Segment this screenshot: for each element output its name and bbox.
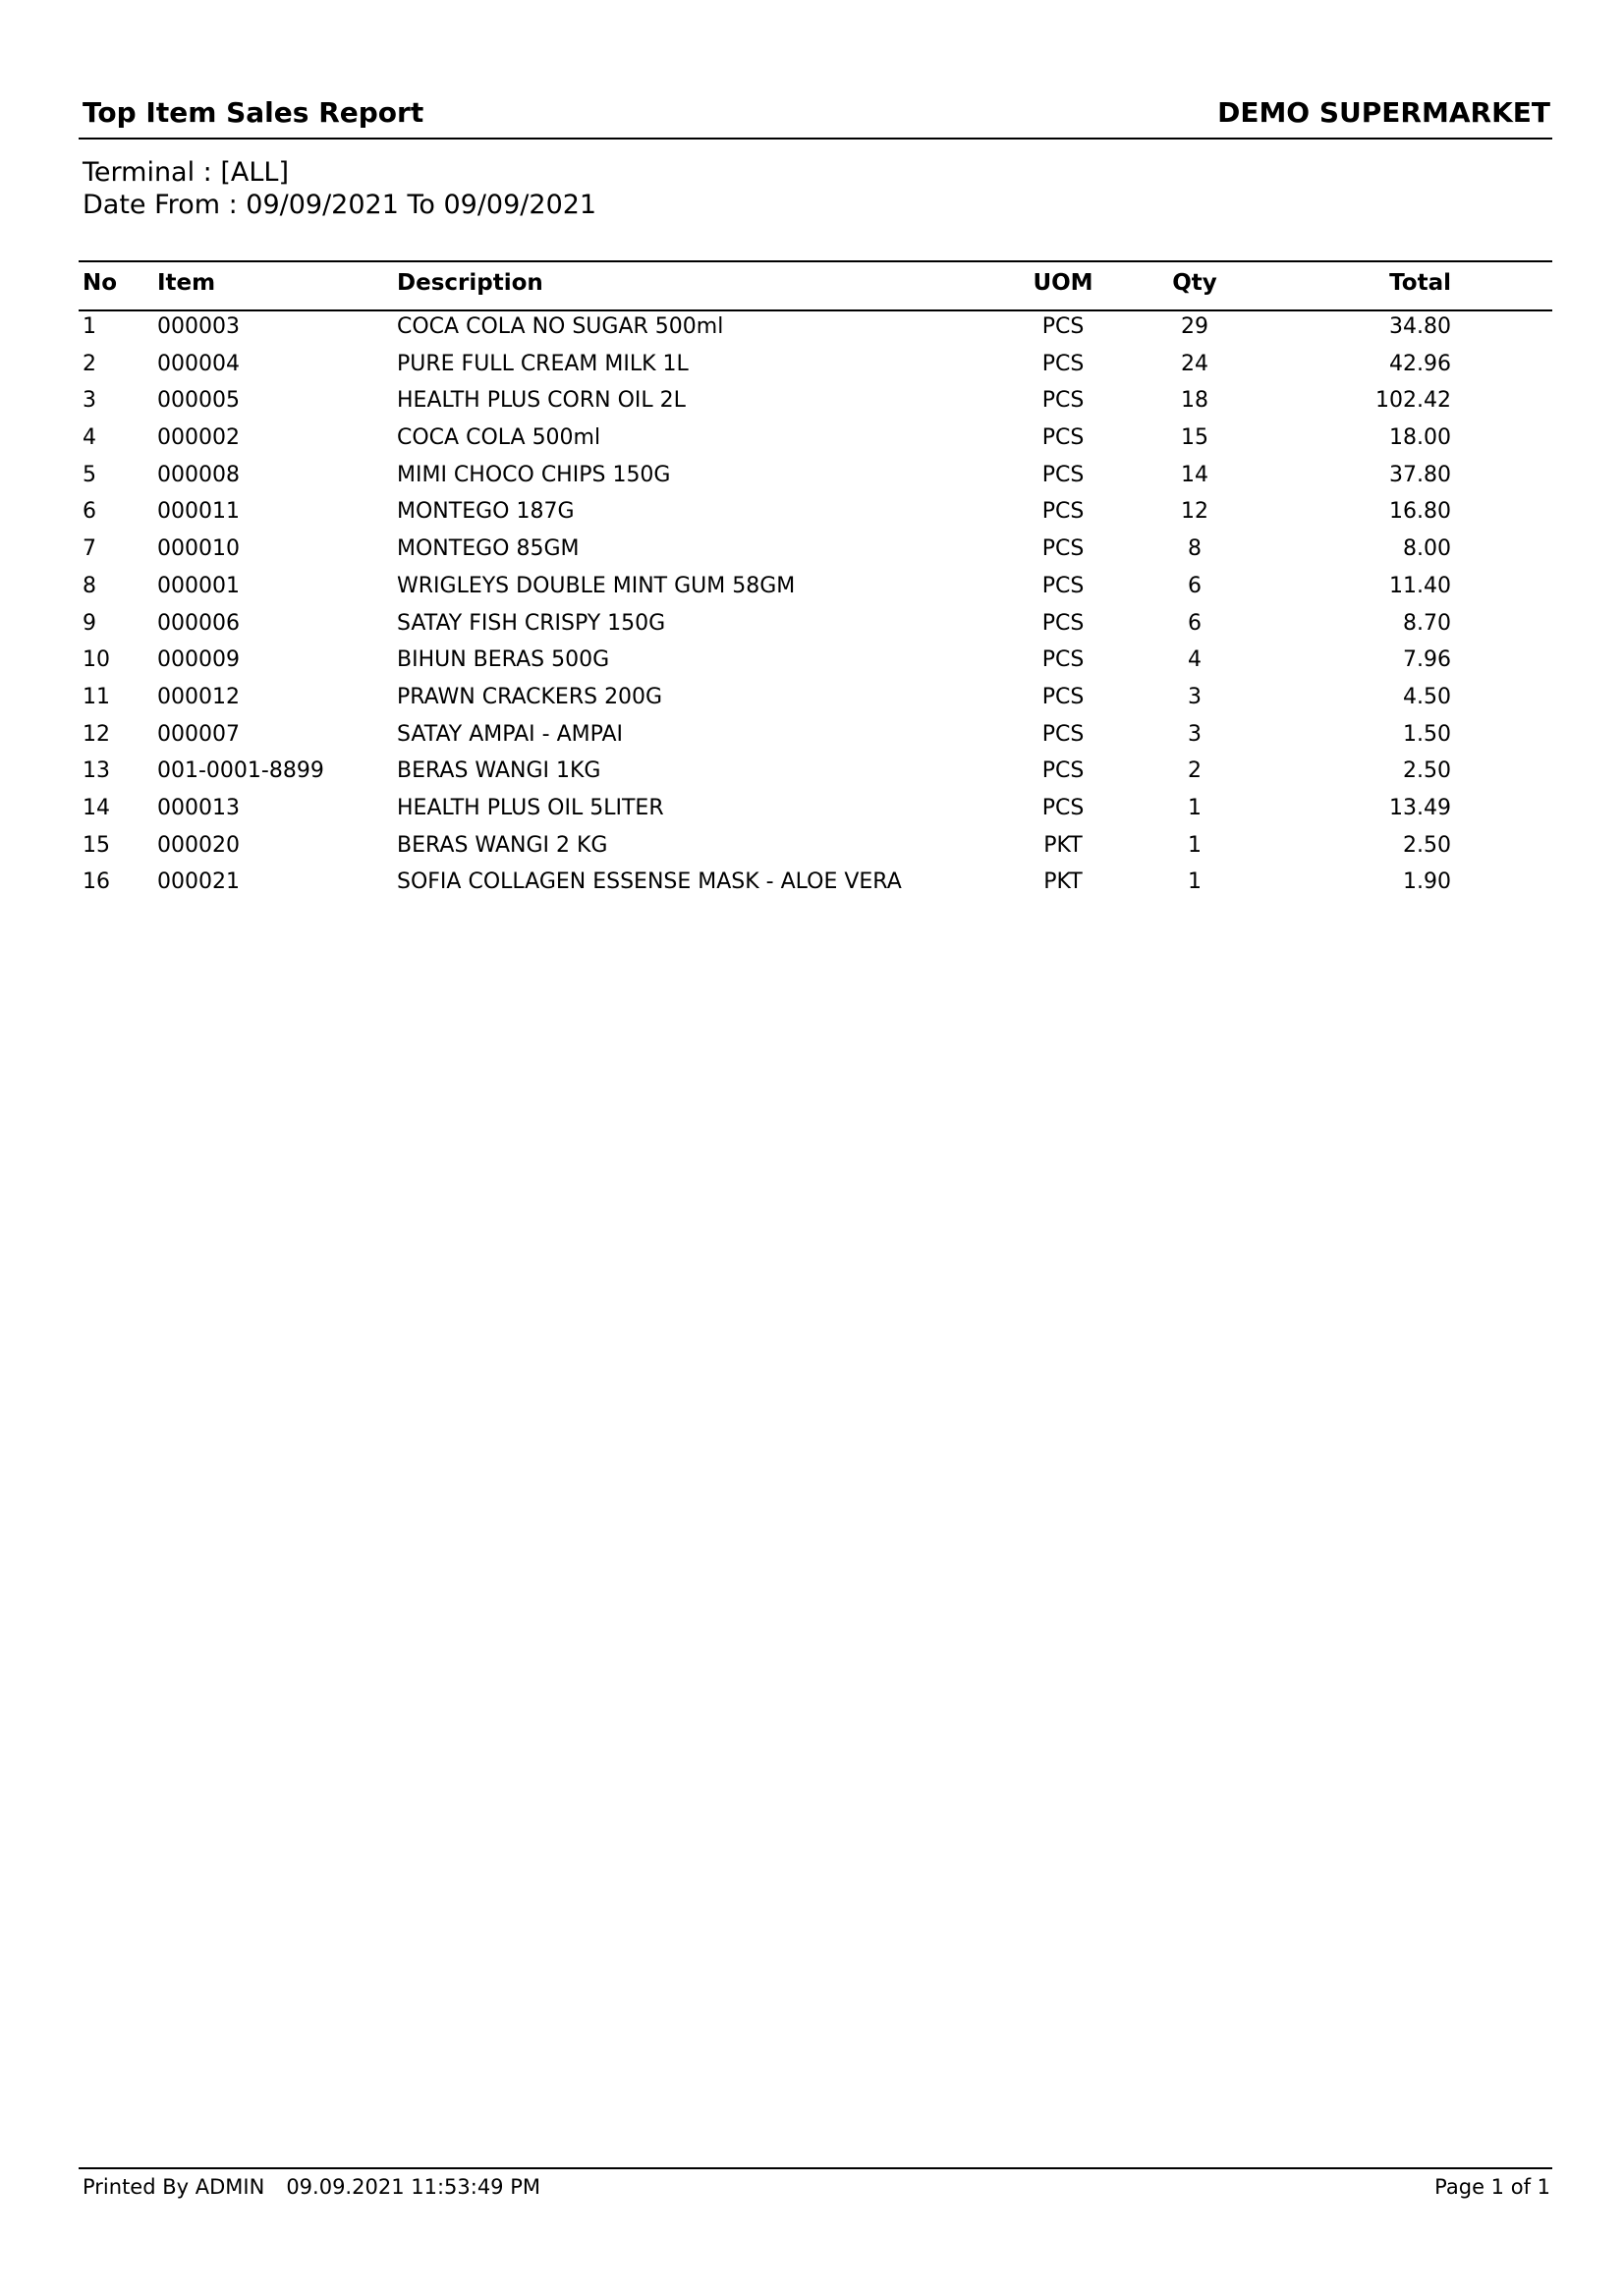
- printed-by: Printed By ADMIN: [83, 2175, 265, 2199]
- cell-no: 6: [83, 499, 96, 525]
- table-row: [0, 350, 1624, 387]
- sales-table-body: [0, 312, 1624, 905]
- column-header-qty-label: Qty: [1172, 270, 1217, 296]
- cell-uom-value: PCS: [1041, 795, 1085, 820]
- table-row: [0, 534, 1624, 572]
- printed-info: [83, 2175, 540, 2199]
- cell-qty-value: 12: [1181, 499, 1208, 525]
- cell-item-code: 000010: [157, 536, 240, 562]
- cell-description: HEALTH PLUS OIL 5LITER: [397, 795, 664, 820]
- cell-description: SOFIA COLLAGEN ESSENSE MASK - ALOE VERA: [397, 869, 902, 895]
- cell-no: 9: [83, 610, 96, 636]
- cell-item-code: 000005: [157, 388, 240, 414]
- cell-total: 4.50: [1403, 684, 1451, 709]
- cell-description: BIHUN BERAS 500G: [397, 647, 610, 673]
- cell-item-code: 000012: [157, 684, 240, 709]
- table-row: [0, 572, 1624, 609]
- cell-uom-value: PCS: [1041, 425, 1085, 451]
- column-header-uom-label: UOM: [1033, 270, 1093, 296]
- cell-description: PURE FULL CREAM MILK 1L: [397, 351, 689, 376]
- cell-item-code: 000007: [157, 721, 240, 747]
- cell-qty-value: 24: [1181, 351, 1208, 376]
- company-name: DEMO SUPERMARKET: [1217, 96, 1550, 129]
- cell-description: MIMI CHOCO CHIPS 150G: [397, 462, 671, 487]
- cell-qty-value: 1: [1188, 869, 1202, 895]
- cell-qty-value: 18: [1181, 388, 1208, 414]
- cell-total: 2.50: [1403, 832, 1451, 858]
- table-row: [0, 497, 1624, 534]
- cell-total: 102.42: [1375, 388, 1451, 414]
- cell-qty-value: 29: [1181, 314, 1208, 339]
- table-row: [0, 868, 1624, 905]
- cell-total: 37.80: [1389, 462, 1451, 487]
- cell-description: SATAY AMPAI - AMPAI: [397, 721, 624, 747]
- page-number: Page 1 of 1: [1434, 2175, 1550, 2199]
- cell-item-code: 000003: [157, 314, 240, 339]
- cell-qty-value: 6: [1188, 610, 1202, 636]
- cell-no: 11: [83, 684, 110, 709]
- cell-item-code: 000001: [157, 573, 240, 598]
- cell-total: 16.80: [1389, 499, 1451, 525]
- cell-qty-value: 8: [1188, 536, 1202, 562]
- cell-no: 13: [83, 758, 110, 784]
- cell-uom-value: PCS: [1041, 610, 1085, 636]
- cell-item-code: 000020: [157, 832, 240, 858]
- cell-total: 7.96: [1403, 647, 1451, 673]
- cell-uom-value: PCS: [1041, 721, 1085, 747]
- cell-item-code: 000002: [157, 425, 240, 451]
- date-range: Date From : 09/09/2021 To 09/09/2021: [83, 190, 597, 220]
- cell-no: 14: [83, 795, 110, 820]
- cell-item-code: 000021: [157, 869, 240, 895]
- cell-no: 15: [83, 832, 110, 858]
- cell-item-code: 000008: [157, 462, 240, 487]
- cell-uom-value: PCS: [1041, 314, 1085, 339]
- cell-description: MONTEGO 187G: [397, 499, 575, 525]
- cell-uom-value: PCS: [1041, 351, 1085, 376]
- table-row: [0, 794, 1624, 831]
- cell-uom-value: PCS: [1041, 499, 1085, 525]
- cell-no: 16: [83, 869, 110, 895]
- cell-qty-value: 1: [1188, 832, 1202, 858]
- cell-item-code: 000013: [157, 795, 240, 820]
- table-header-top-divider: [79, 260, 1552, 262]
- cell-total: 11.40: [1389, 573, 1451, 598]
- cell-qty-value: 6: [1188, 573, 1202, 598]
- table-row: [0, 756, 1624, 794]
- cell-description: COCA COLA 500ml: [397, 425, 601, 451]
- column-header-no: No: [83, 270, 118, 296]
- cell-uom-value: PCS: [1041, 684, 1085, 709]
- table-row: [0, 386, 1624, 423]
- cell-no: 4: [83, 425, 96, 451]
- cell-item-code: 000009: [157, 647, 240, 673]
- table-row: [0, 312, 1624, 350]
- cell-qty-value: 15: [1181, 425, 1208, 451]
- cell-no: 3: [83, 388, 96, 414]
- cell-description: BERAS WANGI 2 KG: [397, 832, 608, 858]
- table-row: [0, 683, 1624, 720]
- cell-description: WRIGLEYS DOUBLE MINT GUM 58GM: [397, 573, 796, 598]
- cell-qty-value: 14: [1181, 462, 1208, 487]
- cell-no: 7: [83, 536, 96, 562]
- cell-description: BERAS WANGI 1KG: [397, 758, 601, 784]
- cell-no: 1: [83, 314, 96, 339]
- table-header-bottom-divider: [79, 309, 1552, 311]
- column-header-description: Description: [397, 270, 543, 296]
- cell-description: HEALTH PLUS CORN OIL 2L: [397, 388, 686, 414]
- cell-item-code: 000004: [157, 351, 240, 376]
- table-row: [0, 645, 1624, 683]
- column-header-total: Total: [1389, 270, 1451, 296]
- cell-item-code: 000011: [157, 499, 240, 525]
- cell-description: COCA COLA NO SUGAR 500ml: [397, 314, 724, 339]
- cell-total: 1.50: [1403, 721, 1451, 747]
- table-row: [0, 609, 1624, 646]
- header-divider: [79, 138, 1552, 140]
- cell-item-code: 000006: [157, 610, 240, 636]
- cell-qty-value: 2: [1188, 758, 1202, 784]
- cell-item-code: 001-0001-8899: [157, 758, 324, 784]
- cell-no: 12: [83, 721, 110, 747]
- cell-total: 8.00: [1403, 536, 1451, 562]
- cell-uom-value: PCS: [1041, 647, 1085, 673]
- footer-divider: [79, 2167, 1552, 2169]
- cell-total: 8.70: [1403, 610, 1451, 636]
- cell-total: 34.80: [1389, 314, 1451, 339]
- table-row: [0, 461, 1624, 498]
- cell-total: 18.00: [1389, 425, 1451, 451]
- cell-qty-value: 4: [1188, 647, 1202, 673]
- cell-no: 2: [83, 351, 96, 376]
- table-row: [0, 831, 1624, 868]
- column-header-item: Item: [157, 270, 216, 296]
- cell-no: 10: [83, 647, 110, 673]
- cell-total: 42.96: [1389, 351, 1451, 376]
- cell-description: PRAWN CRACKERS 200G: [397, 684, 663, 709]
- cell-uom-value: PCS: [1041, 462, 1085, 487]
- cell-total: 13.49: [1389, 795, 1451, 820]
- cell-no: 5: [83, 462, 96, 487]
- cell-qty-value: 1: [1188, 795, 1202, 820]
- cell-uom-value: PCS: [1041, 573, 1085, 598]
- cell-qty-value: 3: [1188, 721, 1202, 747]
- cell-uom-value: PKT: [1043, 869, 1083, 895]
- cell-uom-value: PKT: [1043, 832, 1083, 858]
- cell-total: 1.90: [1403, 869, 1451, 895]
- cell-total: 2.50: [1403, 758, 1451, 784]
- table-row: [0, 720, 1624, 757]
- report-title: Top Item Sales Report: [83, 96, 424, 129]
- cell-description: SATAY FISH CRISPY 150G: [397, 610, 666, 636]
- cell-uom-value: PCS: [1041, 536, 1085, 562]
- cell-uom-value: PCS: [1041, 388, 1085, 414]
- cell-uom-value: PCS: [1041, 758, 1085, 784]
- printed-at: 09.09.2021 11:53:49 PM: [286, 2175, 540, 2199]
- table-row: [0, 423, 1624, 461]
- cell-no: 8: [83, 573, 96, 598]
- cell-description: MONTEGO 85GM: [397, 536, 580, 562]
- cell-qty-value: 3: [1188, 684, 1202, 709]
- terminal-filter: Terminal : [ALL]: [83, 157, 289, 188]
